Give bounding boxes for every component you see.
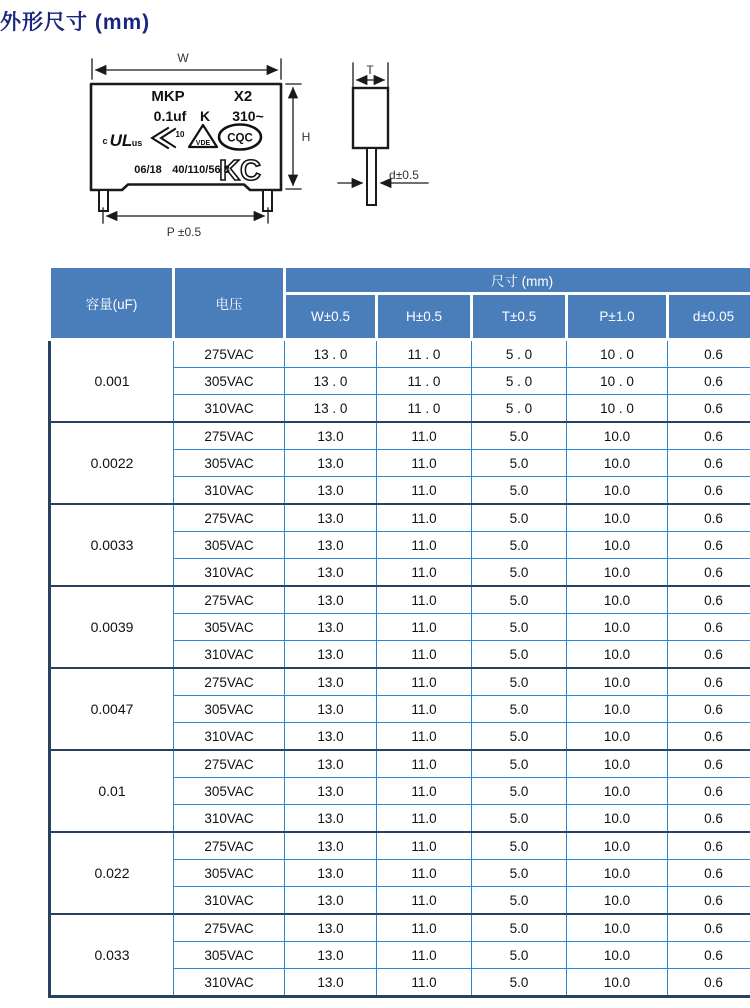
table-row (50, 668, 750, 696)
dimension-value-cell: 11.0 (377, 832, 472, 860)
dimension-value-cell: 13.0 (285, 422, 377, 450)
marking-class: X2 (233, 88, 253, 105)
side-view (338, 63, 428, 205)
voltage-cell: 310VAC (174, 805, 285, 833)
dimension-value-cell: 0.6 (668, 532, 750, 559)
dimension-value-cell: 5.0 (472, 641, 567, 669)
dimension-value-cell: 11.0 (377, 586, 472, 614)
dimension-value-cell: 10.0 (567, 422, 668, 450)
dimension-value-cell: 5.0 (472, 805, 567, 833)
dimension-value-cell: 10.0 (567, 887, 668, 915)
dimension-value-cell: 5 . 0 (472, 368, 567, 395)
table-row (50, 504, 750, 532)
dimension-value-cell: 10 . 0 (567, 395, 668, 423)
dimension-value-cell: 11.0 (377, 914, 472, 942)
voltage-cell: 305VAC (174, 450, 285, 477)
capacity-cell: 0.01 (50, 750, 174, 832)
voltage-cell: 275VAC (174, 914, 285, 942)
table-row (50, 422, 750, 450)
dimension-value-cell: 11.0 (377, 614, 472, 641)
dimension-value-cell: 11 . 0 (377, 368, 472, 395)
dimension-value-cell: 11.0 (377, 805, 472, 833)
dimension-value-cell: 11.0 (377, 696, 472, 723)
dimension-value-cell: 10.0 (567, 778, 668, 805)
dimension-value-cell: 10.0 (567, 559, 668, 587)
table-row (50, 340, 750, 368)
dimension-value-cell: 10.0 (567, 860, 668, 887)
dimension-value-cell: 11.0 (377, 942, 472, 969)
dimension-value-cell: 10.0 (567, 832, 668, 860)
dimension-value-cell: 11.0 (377, 750, 472, 778)
dimension-value-cell: 5.0 (472, 450, 567, 477)
dimension-value-cell: 5.0 (472, 614, 567, 641)
dimension-value-cell: 5.0 (472, 750, 567, 778)
dimension-value-cell: 0.6 (668, 832, 750, 860)
d-dimension-label: d±0.5 (389, 168, 419, 182)
dimension-value-cell: 0.6 (668, 422, 750, 450)
voltage-cell: 310VAC (174, 641, 285, 669)
dimension-value-cell: 11.0 (377, 668, 472, 696)
dimension-value-cell: 0.6 (668, 641, 750, 669)
dimension-value-cell: 13.0 (285, 750, 377, 778)
dimension-value-cell: 0.6 (668, 395, 750, 423)
voltage-cell: 305VAC (174, 860, 285, 887)
dimension-value-cell: 5.0 (472, 422, 567, 450)
dimension-value-cell: 11.0 (377, 641, 472, 669)
dimension-value-cell: 13.0 (285, 723, 377, 751)
dimension-value-cell: 11 . 0 (377, 395, 472, 423)
header-dim-t: T±0.5 (472, 294, 567, 340)
w-dimension-label: W (177, 51, 189, 65)
capacity-cell: 0.033 (50, 914, 174, 997)
dimensions-table-wrapper (48, 265, 750, 998)
voltage-cell: 275VAC (174, 340, 285, 368)
voltage-cell: 305VAC (174, 778, 285, 805)
dimension-value-cell: 13.0 (285, 477, 377, 505)
dimension-value-cell: 11 . 0 (377, 340, 472, 368)
voltage-cell: 275VAC (174, 832, 285, 860)
dimension-value-cell: 0.6 (668, 750, 750, 778)
dimension-value-cell: 13 . 0 (285, 340, 377, 368)
dimension-value-cell: 13.0 (285, 614, 377, 641)
dimension-value-cell: 5 . 0 (472, 340, 567, 368)
dimension-value-cell: 5.0 (472, 887, 567, 915)
dimension-value-cell: 0.6 (668, 914, 750, 942)
dimension-value-cell: 11.0 (377, 778, 472, 805)
dimension-value-cell: 10.0 (567, 723, 668, 751)
dimension-value-cell: 13.0 (285, 532, 377, 559)
dimension-value-cell: 5.0 (472, 832, 567, 860)
dimension-value-cell: 10 . 0 (567, 368, 668, 395)
dimension-value-cell: 0.6 (668, 696, 750, 723)
dimension-value-cell: 10.0 (567, 586, 668, 614)
voltage-cell: 275VAC (174, 668, 285, 696)
dimension-value-cell: 11.0 (377, 504, 472, 532)
svg-text:c: c (102, 136, 108, 146)
dimension-value-cell: 10.0 (567, 914, 668, 942)
dimension-value-cell: 13 . 0 (285, 368, 377, 395)
kc-mark-icon: KC (219, 155, 261, 187)
dimension-value-cell: 13.0 (285, 450, 377, 477)
marking-capacitance: 0.1uf (153, 108, 187, 124)
voltage-cell: 310VAC (174, 969, 285, 997)
voltage-cell: 275VAC (174, 504, 285, 532)
dimension-value-cell: 0.6 (668, 778, 750, 805)
table-row (50, 750, 750, 778)
dimension-value-cell: 13 . 0 (285, 395, 377, 423)
header-dim-p: P±1.0 (567, 294, 668, 340)
capacity-cell: 0.001 (50, 340, 174, 423)
dimension-value-cell: 11.0 (377, 450, 472, 477)
dimension-value-cell: 13.0 (285, 586, 377, 614)
voltage-cell: 305VAC (174, 532, 285, 559)
dimension-value-cell: 5.0 (472, 914, 567, 942)
dimension-value-cell: 10.0 (567, 942, 668, 969)
dimension-value-cell: 5.0 (472, 668, 567, 696)
t-dimension-label: T (366, 63, 374, 77)
dimension-value-cell: 13.0 (285, 942, 377, 969)
dimension-value-cell: 0.6 (668, 805, 750, 833)
voltage-cell: 310VAC (174, 559, 285, 587)
dimension-value-cell: 13.0 (285, 914, 377, 942)
voltage-cell: 275VAC (174, 750, 285, 778)
dimension-value-cell: 10.0 (567, 532, 668, 559)
dimension-value-cell: 0.6 (668, 368, 750, 395)
marking-series: MKP (151, 88, 185, 105)
dimension-value-cell: 5.0 (472, 559, 567, 587)
marking-climate-code: 40/110/56 8 (172, 164, 230, 176)
dimension-value-cell: 5.0 (472, 778, 567, 805)
dimension-value-cell: 5.0 (472, 860, 567, 887)
svg-text:UL: UL (109, 131, 133, 150)
svg-text:CQC: CQC (227, 132, 253, 145)
table-row (50, 586, 750, 614)
dimension-value-cell: 5.0 (472, 696, 567, 723)
marking-date-code: 06/18 (134, 164, 162, 176)
voltage-cell: 310VAC (174, 477, 285, 505)
h-dimension-label: H (301, 130, 311, 144)
dimension-value-cell: 13.0 (285, 696, 377, 723)
dimension-value-cell: 13.0 (285, 641, 377, 669)
voltage-cell: 275VAC (174, 422, 285, 450)
dimension-value-cell: 11.0 (377, 532, 472, 559)
capacitor-dimension-diagram (40, 42, 500, 257)
dimension-value-cell: 5 . 0 (472, 395, 567, 423)
dimension-value-cell: 10.0 (567, 450, 668, 477)
dimension-value-cell: 13.0 (285, 969, 377, 997)
dimension-value-cell: 0.6 (668, 586, 750, 614)
page-title: 外形尺寸 (mm) (0, 11, 151, 34)
header-dim-d: d±0.05 (668, 294, 750, 340)
dimension-value-cell: 10.0 (567, 641, 668, 669)
capacity-cell: 0.0047 (50, 668, 174, 750)
dimension-value-cell: 0.6 (668, 942, 750, 969)
voltage-cell: 310VAC (174, 395, 285, 423)
dimension-value-cell: 0.6 (668, 340, 750, 368)
dimension-value-cell: 10.0 (567, 969, 668, 997)
dimension-value-cell: 13.0 (285, 805, 377, 833)
header-voltage: 电压 (174, 267, 285, 340)
capacity-cell: 0.0033 (50, 504, 174, 586)
marking-tolerance: K (199, 108, 211, 124)
dimension-value-cell: 13.0 (285, 504, 377, 532)
p-dimension-label: P ±0.5 (166, 225, 202, 239)
dimension-value-cell: 13.0 (285, 778, 377, 805)
dimension-value-cell: 0.6 (668, 450, 750, 477)
dimension-value-cell: 11.0 (377, 860, 472, 887)
dimension-value-cell: 10.0 (567, 668, 668, 696)
dimension-value-cell: 5.0 (472, 969, 567, 997)
dimension-value-cell: 5.0 (472, 586, 567, 614)
dimension-value-cell: 10.0 (567, 696, 668, 723)
dimension-value-cell: 0.6 (668, 887, 750, 915)
dimension-value-cell: 13.0 (285, 887, 377, 915)
header-dim-h: H±0.5 (377, 294, 472, 340)
dimension-value-cell: 10.0 (567, 504, 668, 532)
svg-text:VDE: VDE (195, 140, 211, 147)
dimension-value-cell: 11.0 (377, 477, 472, 505)
marking-voltage: 310~ (232, 108, 264, 124)
table-row (50, 914, 750, 942)
dimension-value-cell: 11.0 (377, 969, 472, 997)
dimension-value-cell: 11.0 (377, 559, 472, 587)
voltage-cell: 305VAC (174, 696, 285, 723)
dimension-value-cell: 5.0 (472, 942, 567, 969)
header-dimensions-group: 尺寸 (mm) (285, 267, 750, 294)
dimension-value-cell: 0.6 (668, 969, 750, 997)
dimension-value-cell: 10 . 0 (567, 340, 668, 368)
dimension-value-cell: 11.0 (377, 422, 472, 450)
capacity-cell: 0.0039 (50, 586, 174, 668)
dimension-value-cell: 10.0 (567, 805, 668, 833)
dimension-value-cell: 10.0 (567, 750, 668, 778)
header-dim-w: W±0.5 (285, 294, 377, 340)
voltage-cell: 305VAC (174, 614, 285, 641)
dimension-value-cell: 10.0 (567, 614, 668, 641)
voltage-cell: 275VAC (174, 586, 285, 614)
dimension-value-cell: 10.0 (567, 477, 668, 505)
capacity-cell: 0.0022 (50, 422, 174, 504)
svg-text:us: us (131, 138, 143, 148)
dimension-value-cell: 5.0 (472, 723, 567, 751)
dimension-value-cell: 0.6 (668, 723, 750, 751)
front-view (91, 51, 310, 239)
capacity-cell: 0.022 (50, 832, 174, 914)
dimension-value-cell: 13.0 (285, 668, 377, 696)
dimensions-table-body (50, 340, 750, 997)
dimensions-table (48, 265, 750, 998)
dimension-value-cell: 5.0 (472, 477, 567, 505)
table-row (50, 832, 750, 860)
dimension-value-cell: 0.6 (668, 477, 750, 505)
dimension-value-cell: 0.6 (668, 504, 750, 532)
dimension-value-cell: 13.0 (285, 832, 377, 860)
dimension-value-cell: 0.6 (668, 614, 750, 641)
dimension-value-cell: 0.6 (668, 559, 750, 587)
capacitor-body-side (353, 88, 388, 148)
dimension-value-cell: 5.0 (472, 532, 567, 559)
voltage-cell: 310VAC (174, 887, 285, 915)
dimension-value-cell: 0.6 (668, 860, 750, 887)
dimension-value-cell: 5.0 (472, 504, 567, 532)
voltage-cell: 305VAC (174, 942, 285, 969)
dimension-value-cell: 13.0 (285, 860, 377, 887)
svg-text:10: 10 (175, 130, 185, 139)
header-capacity: 容量(uF) (50, 267, 174, 340)
dimension-value-cell: 13.0 (285, 559, 377, 587)
dimension-value-cell: 11.0 (377, 887, 472, 915)
voltage-cell: 310VAC (174, 723, 285, 751)
lead-side (367, 148, 376, 205)
dimension-value-cell: 11.0 (377, 723, 472, 751)
table-header (50, 267, 750, 340)
dimension-value-cell: 0.6 (668, 668, 750, 696)
voltage-cell: 305VAC (174, 368, 285, 395)
